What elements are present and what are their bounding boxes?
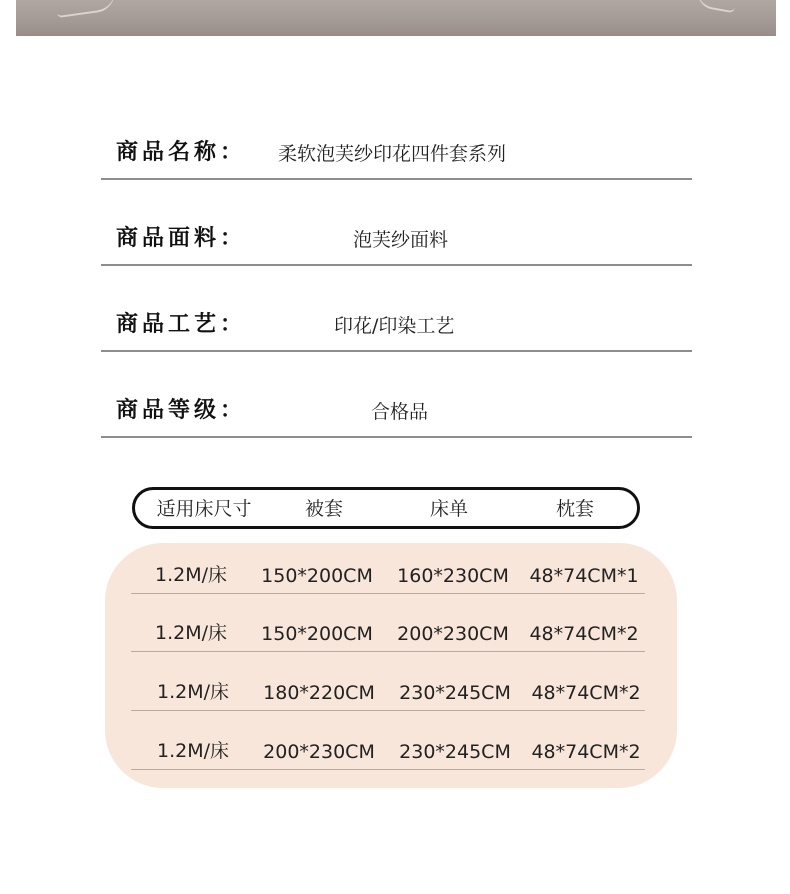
cell-duvet-cover: 180*220CM xyxy=(263,682,375,704)
info-row-grade xyxy=(101,386,692,438)
cell-bed-size: 1.2M/床 xyxy=(156,681,230,703)
product-photo-strip xyxy=(16,0,776,36)
fabric-fold-right xyxy=(695,0,738,13)
header-duvet-cover: 被套 xyxy=(304,498,344,520)
cell-bed-size: 1.2M/床 xyxy=(154,622,228,644)
cell-bed-sheet: 160*230CM xyxy=(397,565,509,587)
size-table-header xyxy=(132,487,640,529)
info-label-craft: 商品工艺： xyxy=(116,312,247,337)
cell-bed-sheet: 200*230CM xyxy=(397,623,509,645)
info-row-craft xyxy=(101,300,692,352)
info-row-name xyxy=(101,128,692,180)
size-table-panel xyxy=(105,543,677,788)
cell-pillowcase: 48*74CM*2 xyxy=(529,623,639,645)
info-label-grade: 商品等级： xyxy=(116,398,247,423)
header-pillowcase: 枕套 xyxy=(555,498,595,520)
cell-bed-size: 1.2M/床 xyxy=(154,564,228,586)
info-value-craft: 印花/印染工艺 xyxy=(334,315,455,337)
cell-duvet-cover: 150*200CM xyxy=(261,565,373,587)
table-row xyxy=(131,605,645,652)
cell-bed-size: 1.2M/床 xyxy=(156,740,230,762)
table-row xyxy=(131,547,645,594)
cell-duvet-cover: 150*200CM xyxy=(261,623,373,645)
cell-bed-sheet: 230*245CM xyxy=(399,741,511,763)
info-label-name: 商品名称： xyxy=(116,140,247,165)
cell-duvet-cover: 200*230CM xyxy=(263,741,375,763)
header-bed-size: 适用床尺寸 xyxy=(156,498,252,520)
info-label-fabric: 商品面料： xyxy=(116,226,247,251)
info-value-name: 柔软泡芙纱印花四件套系列 xyxy=(278,143,507,165)
table-row xyxy=(131,664,645,711)
info-row-fabric xyxy=(101,214,692,266)
info-value-fabric: 泡芙纱面料 xyxy=(353,229,449,251)
cell-pillowcase: 48*74CM*2 xyxy=(531,741,641,763)
fabric-fold-left xyxy=(55,0,117,18)
cell-pillowcase: 48*74CM*1 xyxy=(529,565,639,587)
table-row xyxy=(131,723,645,770)
header-bed-sheet: 床单 xyxy=(429,498,469,520)
cell-bed-sheet: 230*245CM xyxy=(399,682,511,704)
info-value-grade: 合格品 xyxy=(371,401,429,423)
cell-pillowcase: 48*74CM*2 xyxy=(531,682,641,704)
